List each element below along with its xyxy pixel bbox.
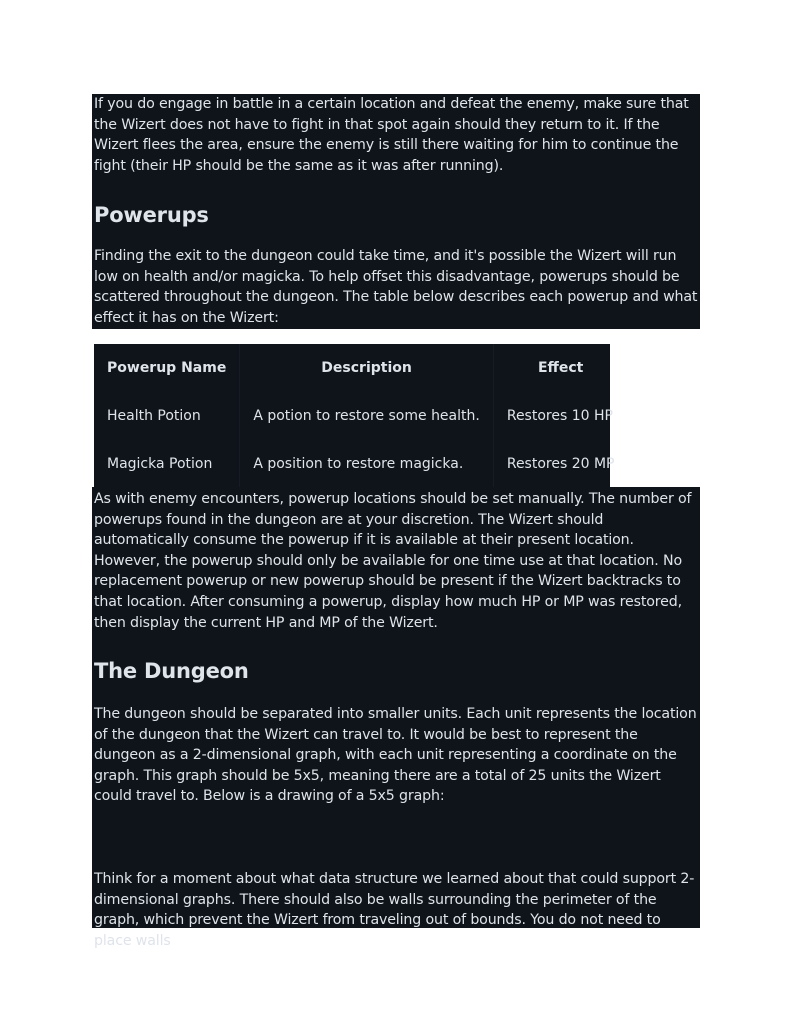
dungeon-heading: The Dungeon	[94, 659, 249, 683]
battle-paragraph: If you do engage in battle in a certain location and defeat the enemy, make sure that the Wizert does not have to fight in that spot again should they return to it. If the Wizert flees the area, ensure the enemy is still there waiting for him to continue the fight (their HP should be the same as it was after running).	[94, 96, 689, 174]
table-row	[94, 392, 628, 440]
data-structure-paragraph: Think for a moment about what data structure we learned about that could support 2-dimensional graphs. There should also be walls surrounding the perimeter of the graph, which prevent the Wizert from traveling out of bounds. You do not need to place walls	[94, 871, 695, 949]
content-block-top	[92, 94, 700, 329]
cell-effect: Restores 20 MP	[493, 440, 627, 488]
cell-powerup-name: Magicka Potion	[107, 456, 213, 472]
dungeon-description-paragraph: The dungeon should be separated into smaller units. Each unit represents the location of the dungeon that the Wizert can travel to. It would be best to represent the dungeon as a 2-dimensional graph, with each unit representing a coordinate on the graph. This graph should be 5x5, meaning there are a total of 25 units the Wizert could travel to. Below is a drawing of a 5x5 graph:	[94, 706, 697, 805]
graph-drawing-placeholder	[92, 821, 700, 869]
cell-powerup-name: Health Potion	[107, 408, 201, 424]
table-row	[94, 440, 628, 488]
powerup-table	[94, 344, 615, 488]
table-header-row	[94, 344, 628, 392]
powerup-locations-paragraph: As with enemy encounters, powerup locations should be set manually. The number of powerups found in the dungeon are at your discretion. The Wizert should automatically consume the powerup if it is available at their present location. However, the powerup should only be available for one time use at that location. No replacement powerup or new powerup should be present if the Wizert backtracks to that location. After consuming a powerup, display how much HP or MP was restored, then display the current HP and MP of the Wizert.	[94, 491, 692, 631]
column-header-effect: Effect	[493, 344, 627, 392]
powerups-intro-paragraph: Finding the exit to the dungeon could take time, and it's possible the Wizert will run low on health and/or magicka. To help offset this disadvantage, powerups should be scattered throughout the dungeon. The table below describes each powerup and what effect it has on the Wizert:	[94, 248, 698, 326]
cell-effect: Restores 10 HP	[493, 392, 627, 440]
content-block-bottom	[92, 487, 700, 949]
cell-description: A potion to restore some health.	[240, 392, 494, 440]
powerups-heading: Powerups	[94, 203, 209, 227]
cell-description: A position to restore magicka.	[240, 440, 494, 488]
column-header-powerup-name: Powerup Name	[107, 360, 227, 376]
column-header-description: Description	[240, 344, 494, 392]
